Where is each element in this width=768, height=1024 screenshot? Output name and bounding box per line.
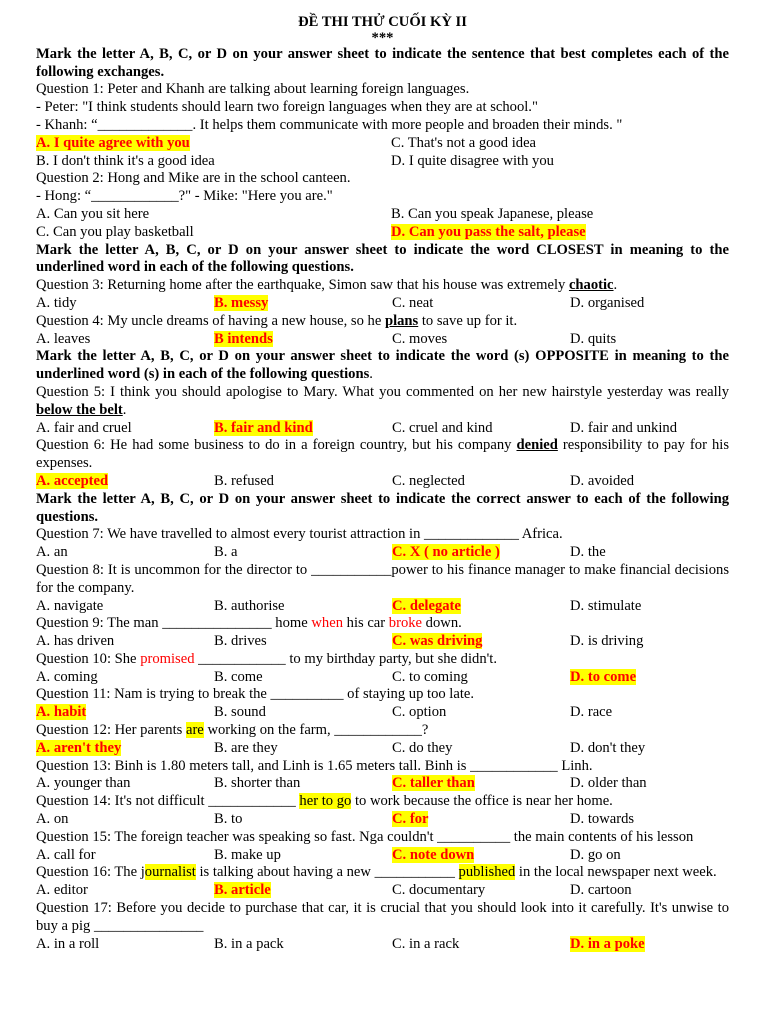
- q16-option-d: D. cartoon: [570, 882, 632, 899]
- q2-stem: Question 2: Hong and Mike are in the school canteen.: [36, 170, 351, 187]
- q14-option-a: A. on: [36, 811, 69, 828]
- q3-option-d: D. organised: [570, 294, 645, 311]
- exam-page: [36, 14, 729, 953]
- q11-option-d: D. race: [570, 704, 613, 721]
- q5-option-c: C. cruel and kind: [392, 419, 493, 436]
- section1-instruction: Mark the letter A, B, C, or D on your answer sheet to indicate the sentence that best completes each of the following exchanges.: [36, 45, 729, 80]
- q6-stem: Question 6: He had some business to do in a foreign country, but his company denied responsibility to pay for his expenses.: [36, 437, 730, 472]
- q3-underlined-word: chaotic: [568, 277, 614, 294]
- q2-option-b: B. Can you speak Japanese, please: [391, 205, 594, 222]
- q17-options: [36, 936, 729, 954]
- q10-option-c: C. to coming: [392, 668, 468, 685]
- q10-stem: Question 10: She promised ____________ to my birthday party, but she didn't.: [36, 650, 497, 667]
- q14-option-d: D. towards: [570, 811, 635, 828]
- q6-option-d: D. avoided: [570, 472, 635, 489]
- q10-option-a: A. coming: [36, 668, 98, 685]
- q1-option-a: A. I quite agree with you: [36, 134, 190, 151]
- section4-instruction: Mark the letter A, B, C, or D on your answer sheet to indicate the correct answer to each of the following questions.: [36, 490, 729, 525]
- q2-option-a: A. Can you sit here: [36, 205, 150, 222]
- q1-stem: Question 1: Peter and Khanh are talking about learning foreign languages.: [36, 81, 470, 98]
- q4-option-b: B intends: [214, 330, 273, 347]
- q12-option-a: A. aren't they: [36, 739, 122, 756]
- q17-option-d: D. in a poke: [570, 935, 645, 952]
- q11-options: [36, 704, 729, 722]
- q2-options-row1: [36, 206, 729, 224]
- q4-option-a: A. leaves: [36, 330, 91, 347]
- q15-stem: Question 15: The foreign teacher was speaking so fast. Nga couldn't __________ the main contents of his lesson: [36, 828, 694, 845]
- q8-option-c: C. delegate: [392, 597, 461, 614]
- q2-dialog: - Hong: “____________?" - Mike: "Here you are.": [36, 188, 333, 205]
- q14-stem: Question 14: It's not difficult ____________ her to go to work because the office is near her home.: [36, 793, 613, 810]
- q9-stem: Question 9: The man _______________ home when his car broke down.: [36, 615, 462, 632]
- q8-option-b: B. authorise: [214, 597, 285, 614]
- q15-options: [36, 847, 729, 865]
- q14-highlight: her to go: [299, 793, 352, 810]
- q7-options: [36, 544, 729, 562]
- q4-options: [36, 331, 729, 349]
- q1-khanh: - Khanh: “_____________. It helps them communicate with more people and broaden their minds. ": [36, 116, 623, 133]
- q5-stem: Question 5: I think you should apologise to Mary. What you commented on her new hairstyle yesterday was really below the belt.: [36, 383, 729, 418]
- q3-option-b: B. messy: [214, 294, 269, 311]
- q7-option-c: C. X ( no article ): [392, 544, 500, 561]
- q2-options-row2: [36, 224, 729, 242]
- q9-option-c: C. was driving: [392, 633, 483, 650]
- q2-option-d: D. Can you pass the salt, please: [391, 223, 586, 240]
- section3-instruction: Mark the letter A, B, C, or D on your answer sheet to indicate the word (s) OPPOSITE in meaning to the underlined word (s) in each of the following questions.: [36, 348, 729, 383]
- q15-option-a: A. call for: [36, 846, 96, 863]
- q12-option-b: B. are they: [214, 739, 278, 756]
- q4-stem: Question 4: My uncle dreams of having a new house, so he plans to save up for it.: [36, 312, 518, 329]
- q1-peter: - Peter: "I think students should learn two foreign languages when they are at school.": [36, 99, 538, 116]
- q14-option-b: B. to: [214, 811, 243, 828]
- q1-option-c: C. That's not a good idea: [391, 134, 537, 151]
- q12-options: [36, 740, 729, 758]
- q5-options: [36, 420, 729, 438]
- q10-option-d: D. to come: [570, 668, 637, 685]
- q16-option-c: C. documentary: [392, 882, 486, 899]
- q6-option-a: A. accepted: [36, 472, 109, 489]
- q9-option-a: A. has driven: [36, 633, 115, 650]
- q7-option-a: A. an: [36, 544, 68, 561]
- q13-option-c: C. taller than: [392, 775, 475, 792]
- q11-option-b: B. sound: [214, 704, 266, 721]
- q6-option-c: C. neglected: [392, 472, 465, 489]
- q12-highlight: are: [185, 722, 204, 739]
- q11-option-a: A. habit: [36, 704, 87, 721]
- page-title: ĐỀ THI THỬ CUỐI KỲ II: [298, 14, 467, 30]
- q1-options-row2: [36, 153, 729, 171]
- q17-stem: Question 17: Before you decide to purchase that car, it is crucial that you should look into it carefully. It's unwise to buy a pig _______________: [36, 900, 729, 934]
- q8-options: [36, 598, 729, 616]
- q7-option-b: B. a: [214, 544, 238, 561]
- q15-option-d: D. go on: [570, 846, 621, 863]
- q16-option-a: A. editor: [36, 882, 88, 899]
- q9-red-word-2: broke: [388, 615, 423, 632]
- q10-options: [36, 669, 729, 687]
- q15-option-b: B. make up: [214, 846, 281, 863]
- title-stars: ***: [371, 29, 394, 46]
- q11-option-c: C. option: [392, 704, 447, 721]
- q13-option-d: D. older than: [570, 775, 647, 792]
- q12-stem: Question 12: Her parents are working on the farm, ____________?: [36, 722, 429, 739]
- q14-options: [36, 811, 729, 829]
- q9-option-b: B. drives: [214, 633, 267, 650]
- q6-underlined-word: denied: [516, 437, 558, 454]
- q6-option-b: B. refused: [214, 472, 274, 489]
- q13-options: [36, 775, 729, 793]
- q17-option-b: B. in a pack: [214, 935, 284, 952]
- q3-stem: Question 3: Returning home after the earthquake, Simon saw that his house was extremely chaotic.: [36, 277, 618, 294]
- q5-option-a: A. fair and cruel: [36, 419, 132, 436]
- q16-highlight-2: published: [458, 864, 516, 881]
- q10-red-word: promised: [140, 650, 195, 667]
- q5-option-d: D. fair and unkind: [570, 419, 677, 436]
- q16-options: [36, 882, 729, 900]
- q13-option-a: A. younger than: [36, 775, 131, 792]
- q3-option-a: A. tidy: [36, 294, 77, 311]
- q1-option-d: D. I quite disagree with you: [391, 152, 554, 169]
- q8-option-a: A. navigate: [36, 597, 104, 614]
- q10-option-b: B. come: [214, 668, 263, 685]
- q7-option-d: D. the: [570, 544, 606, 561]
- q9-option-d: D. is driving: [570, 633, 644, 650]
- section2-instruction: Mark the letter A, B, C, or D on your answer sheet to indicate the word CLOSEST in meaning to the underlined word in each of the following questions.: [36, 241, 729, 276]
- q17-option-a: A. in a roll: [36, 935, 100, 952]
- q4-option-c: C. moves: [392, 330, 448, 347]
- q5-option-b: B. fair and kind: [214, 419, 313, 436]
- q1-options-row1: [36, 135, 729, 153]
- q13-stem: Question 13: Binh is 1.80 meters tall, and Linh is 1.65 meters tall. Binh is ____________ Linh.: [36, 757, 593, 774]
- q6-options: [36, 473, 729, 491]
- q11-stem: Question 11: Nam is trying to break the __________ of staying up too late.: [36, 686, 475, 703]
- q3-option-c: C. neat: [392, 294, 434, 311]
- q1-option-b: B. I don't think it's a good idea: [36, 152, 215, 169]
- q13-option-b: B. shorter than: [214, 775, 301, 792]
- q16-highlight-1: ournalist: [144, 864, 196, 881]
- q16-option-b: B. article: [214, 882, 271, 899]
- q3-options: [36, 295, 729, 313]
- q12-option-d: D. don't they: [570, 739, 646, 756]
- q4-option-d: D. quits: [570, 330, 617, 347]
- q8-stem: Question 8: It is uncommon for the director to ___________power to his finance manager to make financial decisions for the company.: [36, 561, 729, 596]
- q15-option-c: C. note down: [392, 846, 475, 863]
- q16-stem: Question 16: The journalist is talking about having a new ___________ published in the local newspaper next week.: [36, 864, 717, 881]
- q2-option-c: C. Can you play basketball: [36, 223, 194, 240]
- q5-underlined-phrase: below the belt: [36, 401, 123, 418]
- q12-option-c: C. do they: [392, 739, 453, 756]
- q9-red-word-1: when: [311, 615, 343, 632]
- q8-option-d: D. stimulate: [570, 597, 642, 614]
- q4-underlined-word: plans: [384, 312, 419, 329]
- q17-option-c: C. in a rack: [392, 935, 460, 952]
- q7-stem: Question 7: We have travelled to almost every tourist attraction in _____________ Africa.: [36, 526, 563, 543]
- q14-option-c: C. for: [392, 811, 429, 828]
- q9-options: [36, 633, 729, 651]
